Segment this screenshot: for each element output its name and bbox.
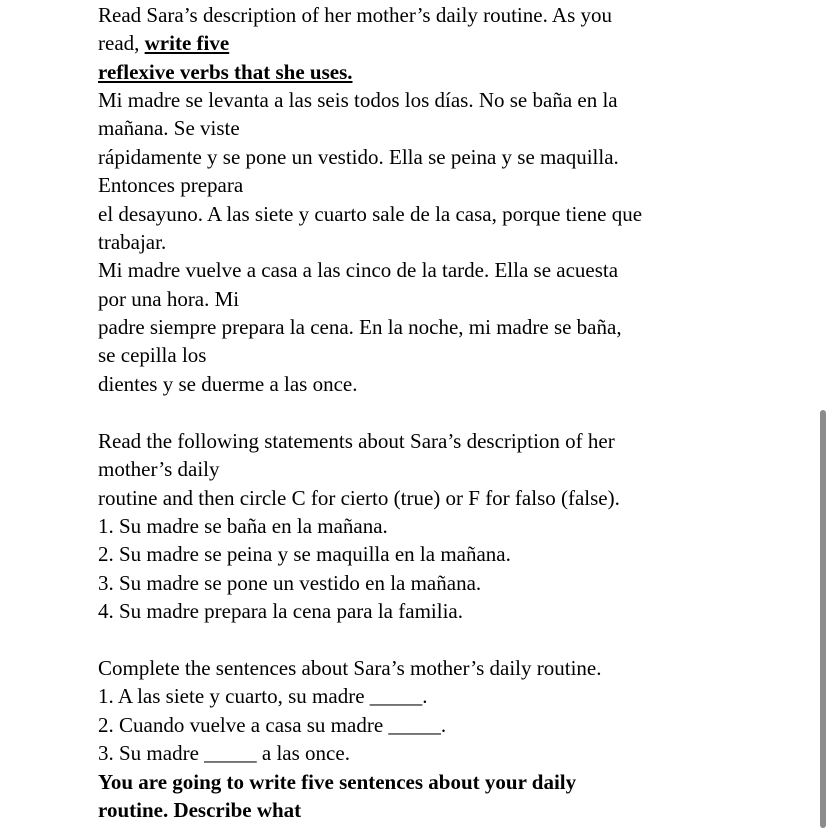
paragraph-line: por una hora. Mi — [98, 287, 240, 311]
instruction-emphasis: write five — [144, 31, 230, 55]
statement-item: 2. Su madre se peina y se maquilla en la mañana. — [98, 542, 511, 566]
paragraph-line: dientes y se duerme a las once. — [98, 372, 358, 396]
instruction-line: Read the following statements about Sara’s description of her — [98, 429, 615, 453]
instruction-line: mother’s daily — [98, 457, 220, 481]
paragraph-line: Entonces prepara — [98, 173, 244, 197]
paragraph-line: Mi madre vuelve a casa a las cinco de la tarde. Ella se acuesta — [98, 258, 619, 282]
paragraph-line: el desayuno. A las siete y cuarto sale de la casa, porque tiene que — [98, 202, 643, 226]
instruction-line: Read Sara’s description of her mother’s daily routine. As you — [98, 3, 613, 27]
sentence-item: 3. Su madre _____ a las once. — [98, 741, 350, 765]
paragraph-line: padre siempre prepara la cena. En la noche, mi madre se baña, — [98, 315, 622, 339]
instruction-emphasis: reflexive verbs that she uses. — [98, 60, 353, 84]
instruction-line: routine and then circle C for cierto (true) or F for falso (false). — [98, 486, 620, 510]
paragraph-line: rápidamente y se pone un vestido. Ella se peina y se maquilla. — [98, 145, 619, 169]
statement-item: 4. Su madre prepara la cena para la familia. — [98, 599, 463, 623]
instruction-text: read, — [98, 31, 145, 55]
sentence-item: 2. Cuando vuelve a casa su madre _____. — [98, 713, 447, 737]
sentence-item: 1. A las siete y cuarto, su madre _____. — [98, 684, 428, 708]
paragraph-line: trabajar. — [98, 230, 167, 254]
instruction-line: Complete the sentences about Sara’s mother’s daily routine. — [98, 656, 602, 680]
instruction-line — [98, 29, 229, 57]
paragraph-line: mañana. Se viste — [98, 116, 240, 140]
paragraph-line: se cepilla los — [98, 343, 207, 367]
paragraph-line: Mi madre se levanta a las seis todos los días. No se baña en la — [98, 88, 618, 112]
statement-item: 3. Su madre se pone un vestido en la mañana. — [98, 571, 482, 595]
bold-instruction-line: You are going to write five sentences about your daily — [98, 770, 577, 794]
vertical-scrollbar[interactable] — [820, 410, 826, 828]
statement-item: 1. Su madre se baña en la mañana. — [98, 514, 388, 538]
bold-instruction-line: routine. Describe what — [98, 798, 302, 822]
